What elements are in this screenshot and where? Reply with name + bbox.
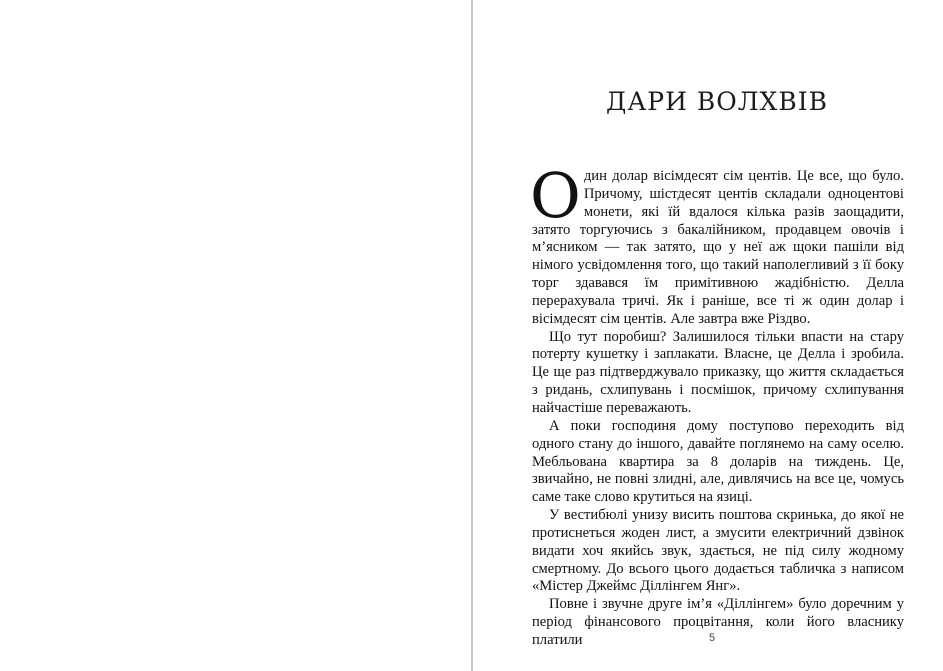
paragraph [530, 159, 904, 329]
paragraph-text: дин долар вісімдесят сім центів. Це все, що було. Причому, шістдесят центів складали одноцентові монети, які їй вдалося кілька разів заощадити, затято торгуючись з бакалійником, продавцем овочів і м’ясником — так затято, що у неї аж щоки пашіли від німого усвідомлення того, що такий наполегливий з її боку торг здавався їм примітивною жадібністю. Делла перерахувала тричі. Як і раніше, все ті ж один долар і вісімдесят сім центів. Але завтра вже Різдво. [532, 168, 904, 327]
right-page [473, 0, 943, 671]
drop-cap: О [530, 159, 581, 232]
paragraph: У вестибюлі унизу висить поштова скринька, до якої не протиснеться жоден лист, а змусити електричний дзвінок видати хоч якийсь звук, здається, не під силу жодному смертному. До всього цього додається табличка з написом «Містер Джеймс Діллінгем Янг». [532, 507, 904, 595]
paragraph: А поки господиня дому поступово переходить від одного стану до іншого, давайте поглянемо на саму оселю. Мебльована квартира за 8 доларів на тиждень. Це, звичайно, не повні злидні, але, дивлячись на все це, чомусь саме таке слово крутиться на язиці. [532, 417, 904, 506]
chapter-title: ДАРИ ВОЛХВІВ [606, 86, 828, 116]
page-number: 5 [709, 632, 716, 644]
paragraph: Що тут поробиш? Залишилося тільки впасти на стару потерту кушетку і заплакати. Власне, це Делла і зробила. Це ще раз підтверджувало приказку, що життя складається з ридань, схлипувань і посмішок, причому схлипування найчастіше переважають. [532, 328, 904, 416]
body-text [530, 159, 904, 650]
left-page-blank [0, 0, 471, 671]
paragraph: Повне і звучне друге ім’я «Діллінгем» було доречним у період фінансового процвітання, коли його власнику платили [532, 596, 904, 648]
